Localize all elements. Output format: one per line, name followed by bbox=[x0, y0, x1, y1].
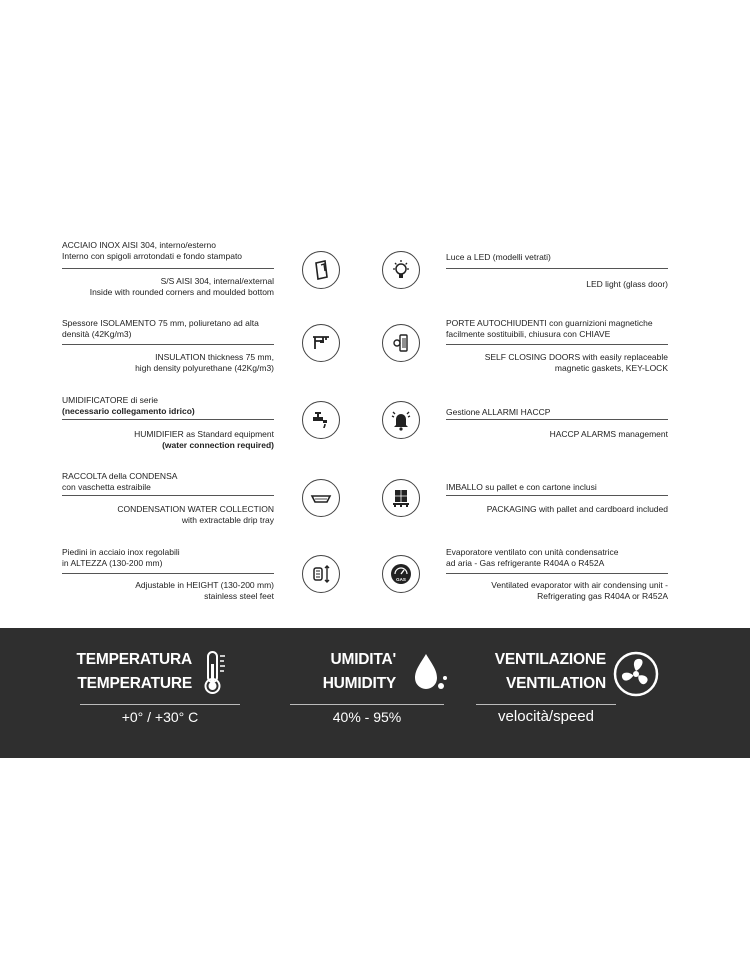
divider bbox=[62, 268, 274, 269]
temperature-title: TEMPERATURA TEMPERATURE bbox=[76, 651, 192, 692]
feature-text-it: Spessore ISOLAMENTO 75 mm, poliuretano ad alta densità (42Kg/m3) bbox=[62, 318, 259, 339]
drip-tray-icon bbox=[302, 479, 340, 517]
feature-text-en: SELF CLOSING DOORS with easily replaceable magnetic gaskets, KEY-LOCK bbox=[484, 352, 668, 373]
light-bulb-icon bbox=[382, 251, 420, 289]
feature-text-it: UMIDIFICATORE di serie (necessario collegamento idrico) bbox=[62, 395, 195, 416]
humidity-title: UMIDITA' HUMIDITY bbox=[322, 651, 396, 692]
water-tap-icon bbox=[302, 401, 340, 439]
divider bbox=[446, 268, 668, 269]
feature-text-it: Gestione ALLARMI HACCP bbox=[446, 407, 551, 417]
divider bbox=[62, 495, 274, 496]
water-drop-icon bbox=[410, 650, 450, 696]
feature-text-en: PACKAGING with pallet and cardboard included bbox=[486, 504, 668, 514]
feature-text-it: Evaporatore ventilato con unità condensatrice ad aria - Gas refrigerante R404A o R452A bbox=[446, 547, 619, 568]
divider bbox=[446, 573, 668, 574]
humidity-value: 40% - 95% bbox=[332, 709, 402, 725]
specs-band bbox=[0, 628, 750, 758]
feature-text-it: Piedini in acciaio inox regolabili in ALTEZZA (130-200 mm) bbox=[62, 547, 180, 568]
feature-text-en: S/S AISI 304, internal/external Inside with rounded corners and moulded bottom bbox=[89, 276, 274, 297]
divider bbox=[62, 573, 274, 574]
ventilation-value: velocità/speed bbox=[498, 708, 594, 725]
feature-text-en: HACCP ALARMS management bbox=[549, 429, 668, 439]
fan-icon bbox=[612, 650, 660, 698]
alarm-bell-icon bbox=[382, 401, 420, 439]
feature-text-en: Adjustable in HEIGHT (130-200 mm) stainless steel feet bbox=[135, 580, 274, 601]
divider bbox=[62, 344, 274, 345]
thermometer-icon bbox=[200, 650, 230, 696]
divider bbox=[446, 419, 668, 420]
feature-text-en: INSULATION thickness 75 mm, high density polyurethane (42Kg/m3) bbox=[135, 352, 274, 373]
feature-text-it: PORTE AUTOCHIUDENTI con guarnizioni magnetiche facilmente sostituibili, chiusura con CHIAVE bbox=[446, 318, 653, 339]
feature-text-it: IMBALLO su pallet e con cartone inclusi bbox=[446, 482, 597, 492]
feature-row-2 bbox=[0, 316, 750, 390]
door-gasket-icon bbox=[382, 324, 420, 362]
feature-text-it: ACCIAIO INOX AISI 304, interno/esterno Interno con spigoli arrotondati e fondo stampato bbox=[62, 240, 243, 261]
feature-text-en: CONDENSATION WATER COLLECTION with extractable drip tray bbox=[117, 504, 274, 525]
feature-text-en: LED light (glass door) bbox=[586, 279, 668, 289]
temperature-value: +0° / +30° C bbox=[121, 709, 199, 725]
ventilation-title: VENTILAZIONE VENTILATION bbox=[494, 651, 606, 692]
svg-text:GAS: GAS bbox=[396, 577, 406, 582]
feature-row-1 bbox=[0, 238, 750, 312]
feature-text-it: RACCOLTA della CONDENSA con vaschetta estraibile bbox=[62, 471, 178, 492]
feature-row-3 bbox=[0, 393, 750, 467]
divider bbox=[446, 344, 668, 345]
feature-row-5 bbox=[0, 545, 750, 619]
feature-row-4 bbox=[0, 469, 750, 543]
divider bbox=[290, 704, 444, 705]
gas-gauge-icon bbox=[382, 555, 420, 593]
pallet-icon bbox=[382, 479, 420, 517]
divider bbox=[446, 495, 668, 496]
divider bbox=[62, 419, 274, 420]
feature-text-it: Luce a LED (modelli vetrati) bbox=[446, 252, 551, 262]
divider bbox=[80, 704, 240, 705]
feature-text-en: HUMIDIFIER as Standard equipment (water connection required) bbox=[134, 429, 274, 450]
stainless-steel-sheet-icon bbox=[302, 251, 340, 289]
caliper-icon bbox=[302, 324, 340, 362]
divider bbox=[476, 704, 616, 705]
feature-text-en: Ventilated evaporator with air condensing unit - Refrigerating gas R404A or R452A bbox=[491, 580, 668, 601]
adjustable-feet-icon bbox=[302, 555, 340, 593]
